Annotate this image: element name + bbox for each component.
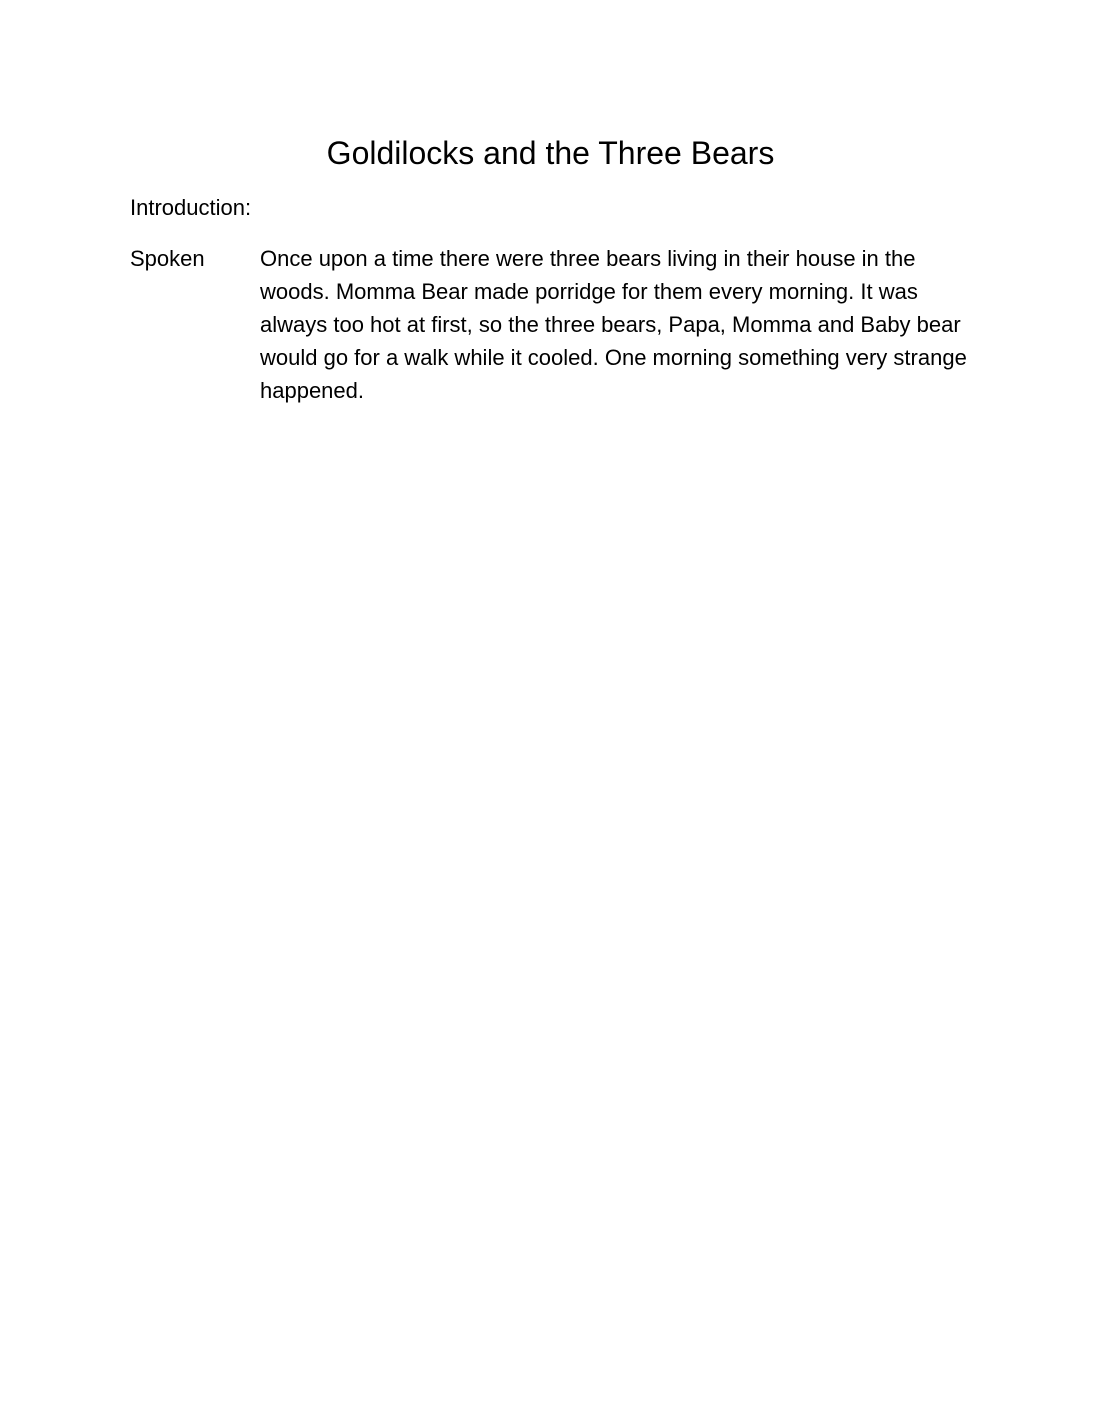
speaker-label: Spoken	[130, 246, 205, 271]
section-label: Introduction:	[130, 195, 252, 220]
spoken-text: Once upon a time there were three bears living in their house in the woods. Momma Bear made porridge for them every morning. It was always too hot at first, so the three bears, Papa, Momma and Baby bear would go for a walk while it cooled. One morning something very strange happened.	[260, 246, 967, 403]
document-title: Goldilocks and the Three Bears	[326, 135, 775, 171]
